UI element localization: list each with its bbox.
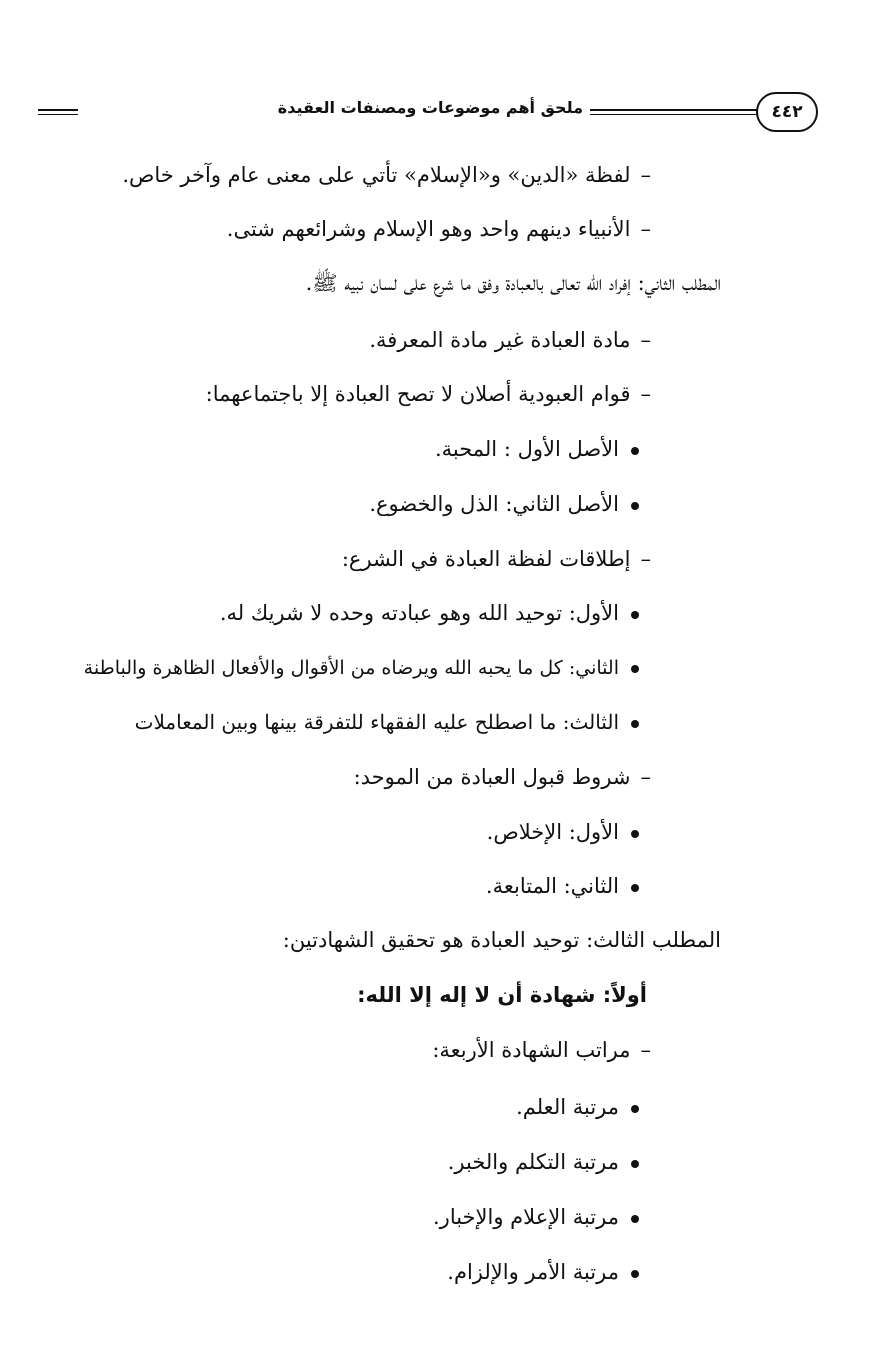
bullet-icon — [631, 884, 639, 892]
list-item: مرتبة التكلم والخبر. — [448, 1147, 639, 1177]
list-item: الثاني: كل ما يحبه الله ويرضاه من الأقوال والأفعال الظاهرة والباطنة — [84, 652, 639, 683]
bullet-icon — [631, 1105, 639, 1113]
dash-marker: – — [640, 547, 651, 571]
list-item: الثاني: المتابعة. — [486, 871, 639, 901]
bullet-icon — [631, 1270, 639, 1278]
bullet-icon — [631, 1160, 639, 1168]
list-item: مرتبة الأمر والإلزام. — [447, 1257, 639, 1287]
text-line: –إطلاقات لفظة العبادة في الشرع: — [341, 547, 651, 571]
section-heading: المطلب الثالث: توحيد العبادة هو تحقيق الشهادتين: — [282, 928, 721, 952]
bullet-icon — [631, 447, 639, 455]
header-rule-left — [38, 109, 78, 115]
text-line: –مراتب الشهادة الأربعة: — [432, 1038, 651, 1062]
dash-marker: – — [640, 328, 651, 352]
list-item: الأول: توحيد الله وهو عبادته وحده لا شريك له. — [220, 598, 639, 628]
bullet-icon — [631, 1215, 639, 1223]
list-item: مرتبة الإعلام والإخبار. — [433, 1202, 639, 1232]
bullet-icon — [631, 720, 639, 728]
section-heading: المطلب الثاني: إفراد الله تعالى بالعبادة وفق ما شرع على لسان نبيه ﷺ. — [305, 271, 721, 295]
list-item: الأصل الأول : المحبة. — [435, 434, 639, 464]
text-line: –قوام العبودية أصلان لا تصح العبادة إلا باجتماعهما: — [205, 382, 651, 406]
bullet-icon — [631, 665, 639, 673]
dash-marker: – — [640, 163, 651, 187]
bullet-icon — [631, 611, 639, 619]
dash-marker: – — [640, 765, 651, 789]
bullet-icon — [631, 830, 639, 838]
list-item: الثالث: ما اصطلح عليه الفقهاء للتفرقة بينها وبين المعاملات — [135, 707, 639, 737]
dash-marker: – — [640, 382, 651, 406]
text-line: –مادة العبادة غير مادة المعرفة. — [369, 328, 651, 352]
text-line: –شروط قبول العبادة من الموحد: — [353, 765, 651, 789]
bullet-icon — [631, 502, 639, 510]
header-rule-right — [590, 109, 760, 115]
dash-marker: – — [640, 217, 651, 241]
list-item: مرتبة العلم. — [516, 1092, 639, 1122]
list-item: الأول: الإخلاص. — [487, 817, 639, 847]
dash-marker: – — [640, 1038, 651, 1062]
page-header — [38, 92, 818, 134]
list-item: الأصل الثاني: الذل والخضوع. — [369, 489, 639, 519]
page-number: ٤٤٢ — [756, 92, 818, 132]
running-title: ملحق أهم موضوعات ومصنفات العقيدة — [277, 98, 583, 117]
text-line: –لفظة «الدين» و«الإسلام» تأتي على معنى عام وآخر خاص. — [122, 163, 651, 187]
subheading: أولاً: شهادة أن لا إله إلا الله: — [357, 983, 647, 1007]
text-line: –الأنبياء دينهم واحد وهو الإسلام وشرائعهم شتى. — [226, 217, 651, 241]
